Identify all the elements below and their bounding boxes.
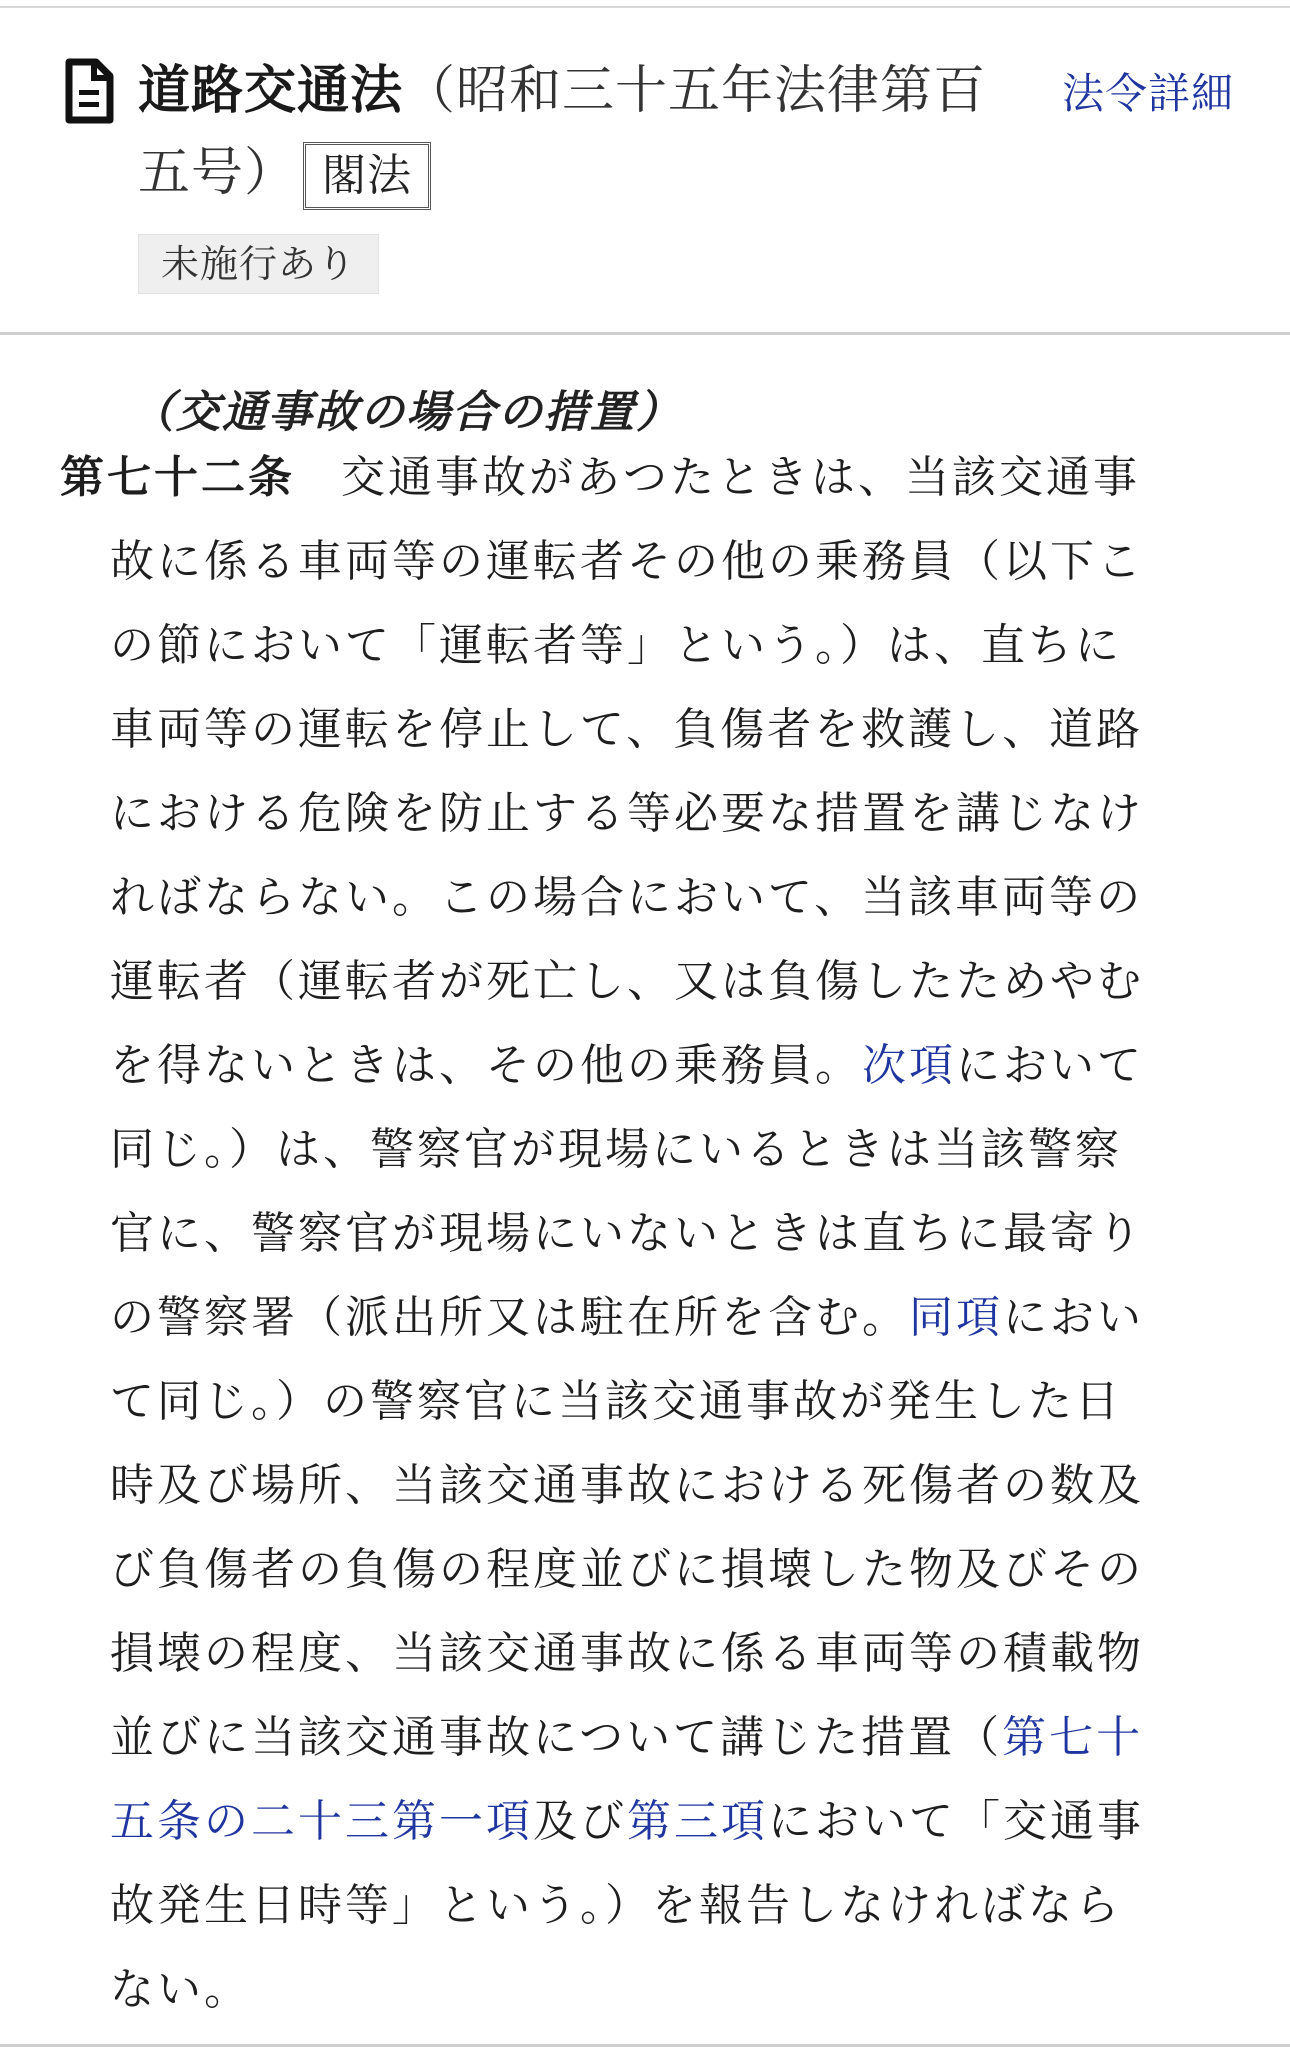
law-details-link[interactable]: 法令詳細 xyxy=(1062,69,1235,118)
article-text-3: において同じ。）の警察官に当該交通事故が発生した日時及び場所、当該交通事故における死傷者の数及び負傷者の負傷の程度並びに損壊した物及びその損壊の程度、当該交通事故に係る車両等の積載物並びに当該交通事故について講じた措置（ xyxy=(110,1292,1144,1763)
header-divider xyxy=(0,332,1290,335)
same-paragraph-link[interactable]: 同項 xyxy=(909,1292,1003,1343)
article-text-1: 交通事故があつたときは、当該交通事故に係る車両等の運転者その他の乗務員（以下この節において「運転者等」という。）は、直ちに車両等の運転を停止して、負傷者を救護し、道路における危険を防止する等必要な措置を講じなければならない。この場合において、当該車両等の運転者（運転者が死亡し、又は負傷したためやむを得ないときは、その他の乗務員。 xyxy=(110,452,1144,1091)
bottom-divider xyxy=(0,2044,1290,2047)
article-number: 第七十二条 xyxy=(60,452,295,503)
law-number: （昭和三十五年法律第百五号） xyxy=(138,61,987,203)
article-body xyxy=(60,436,1160,2032)
article-text-4: 及び xyxy=(533,1796,627,1847)
cabinet-bill-badge: 閣法 xyxy=(303,142,431,210)
next-paragraph-link[interactable]: 次項 xyxy=(862,1040,956,1091)
law-title xyxy=(138,50,998,214)
article-caption: （交通事故の場合の措置） xyxy=(130,387,682,438)
article-paragraph xyxy=(60,436,1160,2032)
article-text-5: において「交通事故発生日時等」という。）を報告しなければならない。 xyxy=(110,1796,1144,2015)
status-tag: 未施行あり xyxy=(138,234,379,294)
document-icon xyxy=(64,58,114,124)
law-name: 道路交通法 xyxy=(138,61,404,121)
law-header xyxy=(0,8,1290,332)
paragraph-3-link[interactable]: 第三項 xyxy=(627,1796,768,1847)
article-75-23-link[interactable]: 第七十五条の二十三第一項 xyxy=(110,1712,1144,1847)
article-text-2: において同じ。）は、警察官が現場にいるときは当該警察官に、警察官が現場にいないときは直ちに最寄りの警察署（派出所又は駐在所を含む。 xyxy=(110,1040,1144,1343)
